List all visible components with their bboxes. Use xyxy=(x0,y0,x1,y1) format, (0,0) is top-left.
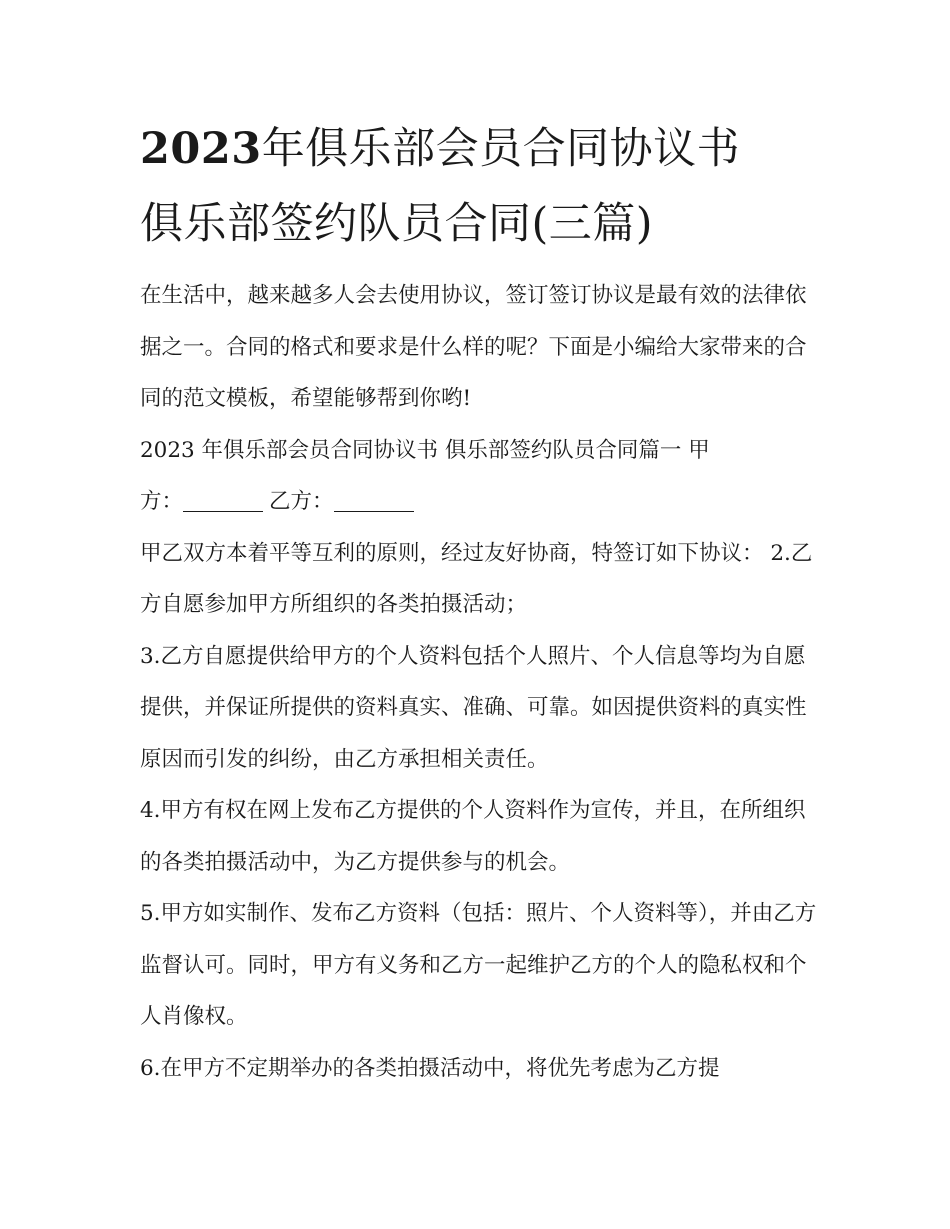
clause-4: 4.甲方有权在网上发布乙方提供的个人资料作为宣传，并且，在所组织的各类拍摄活动中，为乙方提供参与的机会。 xyxy=(140,798,806,875)
clause-5: 5.甲方如实制作、发布乙方资料（包括：照片、个人资料等），并由乙方监督认可。同时，甲方有义务和乙方一起维护乙方的个人的隐私权和个人肖像权。 xyxy=(140,901,817,1029)
document-body xyxy=(140,270,820,1094)
parties-line xyxy=(140,476,820,528)
title-line-1-text: 年俱乐部会员合同协议书 xyxy=(261,124,741,174)
section-heading: 2023 年俱乐部会员合同协议书 俱乐部签约队员合同篇一 甲 xyxy=(140,437,710,463)
clause-intro: 甲乙双方本着平等互利的原则，经过友好协商，特签订如下协议： 2.乙方自愿参加甲方所组织的各类拍摄活动； xyxy=(140,540,813,617)
document-title xyxy=(140,112,820,262)
party-a-blank xyxy=(183,487,263,512)
title-year: 2023 xyxy=(140,124,262,174)
clause-6: 6.在甲方不定期举办的各类拍摄活动中，将优先考虑为乙方提 xyxy=(140,1055,720,1081)
party-b-blank xyxy=(334,487,414,512)
party-b-label: 乙方： xyxy=(269,489,334,514)
intro-paragraph: 在生活中，越来越多人会去使用协议，签订签订协议是最有效的法律依据之一。合同的格式和要求是什么样的呢？下面是小编给大家带来的合同的范文模板，希望能够帮到你哟! xyxy=(140,283,807,411)
clause-3: 3.乙方自愿提供给甲方的个人资料包括个人照片、个人信息等均为自愿提供，并保证所提供的资料真实、准确、可靠。如因提供资料的真实性原因而引发的纠纷，由乙方承担相关责任。 xyxy=(140,643,807,772)
title-line-1 xyxy=(140,112,820,187)
party-a-label: 方： xyxy=(140,489,184,514)
title-line-2: 俱乐部签约队员合同(三篇) xyxy=(140,199,654,249)
